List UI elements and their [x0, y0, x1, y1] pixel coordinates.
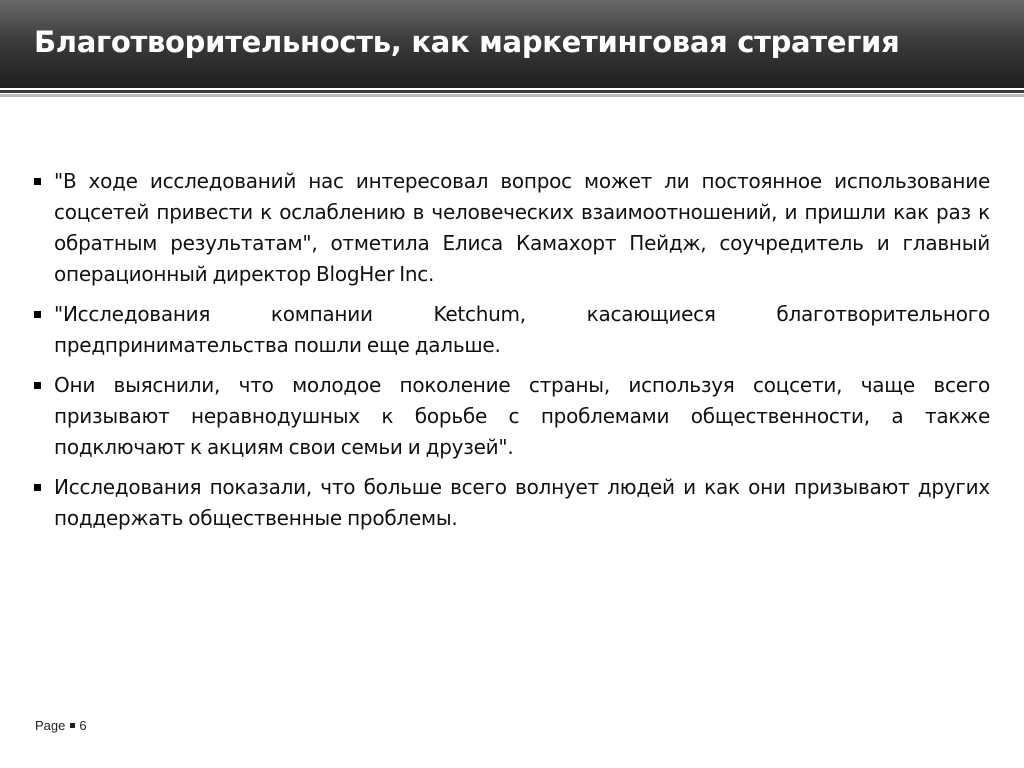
title-divider-dark	[0, 90, 1024, 93]
square-bullet-icon	[34, 382, 41, 389]
page-number: 6	[79, 718, 87, 733]
title-bar	[0, 0, 1024, 88]
page-label: Page	[35, 718, 66, 733]
bullet-list	[32, 166, 990, 543]
bullet-item	[32, 370, 990, 463]
slide-title: Благотворительность, как маркетинговая стратегия	[34, 25, 900, 59]
bullet-text: Они выяснили, что молодое поколение страны, используя соцсети, чаще всего призывают неравнодушных к борьбе с проблемами общественности, а также подключают к акциям свои семьи и друзей".	[54, 373, 990, 459]
bullet-text: "В ходе исследований нас интересовал вопрос может ли постоянное использование соцсетей привести к ослаблению в человеческих взаимоотношений, и пришли как раз к обратным результатам", отметила Елиса Камахорт Пейдж, соучредитель и главный операционный директор BlogHer Inc.	[54, 169, 990, 286]
footer-separator-icon	[70, 723, 75, 728]
square-bullet-icon	[34, 484, 41, 491]
bullet-item	[32, 472, 990, 534]
square-bullet-icon	[34, 178, 41, 185]
square-bullet-icon	[34, 311, 41, 318]
page-footer	[35, 718, 87, 733]
bullet-item	[32, 166, 990, 290]
bullet-text: Исследования показали, что больше всего волнует людей и как они призывают других поддержать общественные проблемы.	[54, 475, 990, 530]
bullet-item	[32, 299, 990, 361]
bullet-text: "Исследования компании Ketchum, касающиеся благотворительного предпринимательства пошли еще дальше.	[54, 302, 990, 357]
title-divider-light	[0, 94, 1024, 97]
